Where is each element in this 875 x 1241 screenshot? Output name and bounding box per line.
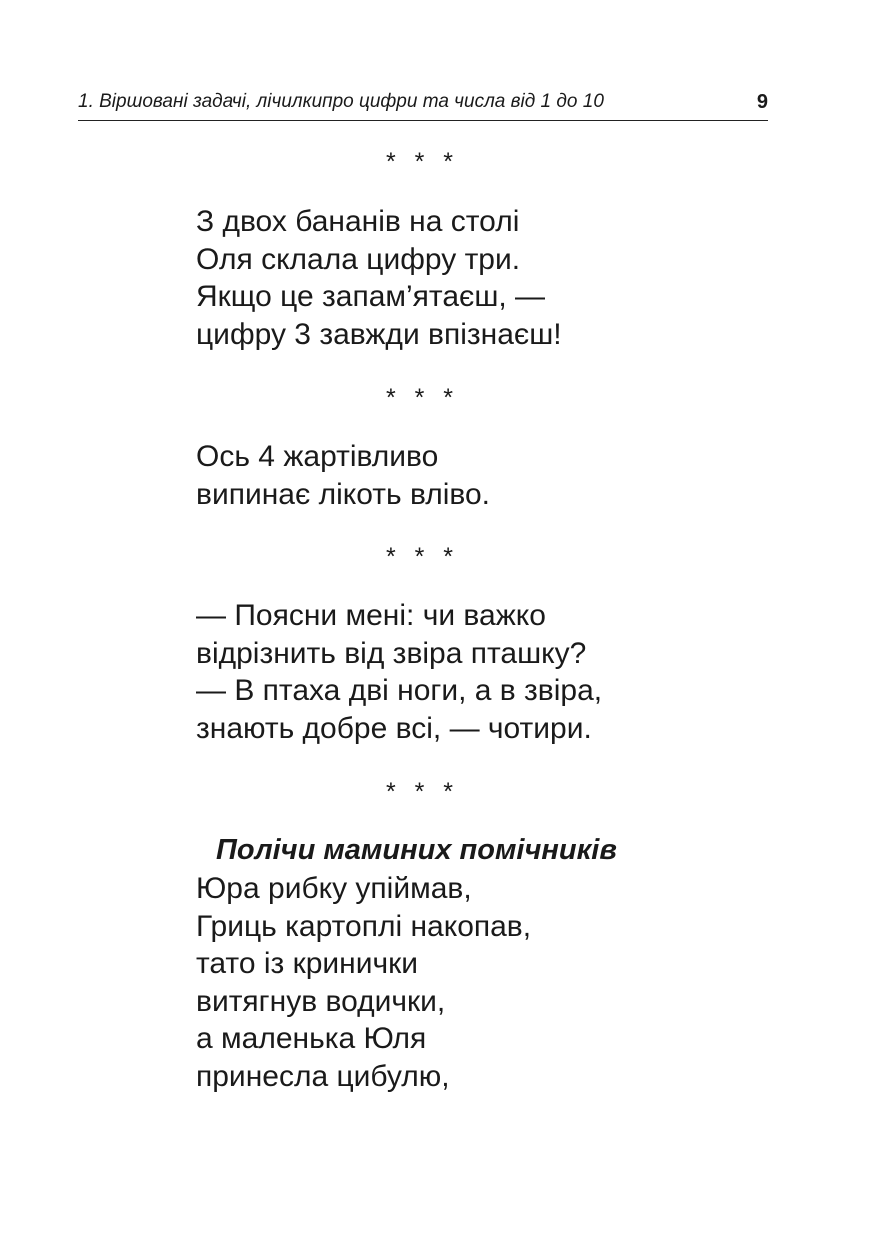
stanza-line: — Поясни мені: чи важко bbox=[196, 599, 546, 632]
poem-title: Полічи маминих помічників bbox=[216, 834, 617, 866]
poem-line: принесла цибулю, bbox=[196, 1059, 450, 1093]
poem-line: Гриць картоплі накопав, bbox=[196, 909, 532, 943]
page-header bbox=[78, 88, 768, 121]
stanza-line: цифру 3 завжди впізнаєш! bbox=[196, 317, 562, 351]
chapter-title: 1. Віршовані задачі, лічилкипро цифри та числа від 1 до 10 bbox=[78, 91, 604, 112]
page-number: 9 bbox=[756, 91, 768, 113]
stanza-separator: * * * bbox=[385, 778, 460, 806]
stanza-line: Оля склала цифру три. bbox=[196, 242, 521, 276]
stanza-separator: * * * bbox=[385, 384, 460, 412]
stanza-2 bbox=[196, 438, 490, 513]
poem-line: витягнув водички, bbox=[196, 984, 446, 1018]
stanza-3 bbox=[196, 597, 602, 747]
stanza-line: — В птаха дві ноги, а в звіра, bbox=[196, 674, 603, 707]
stanza-1 bbox=[196, 203, 562, 353]
poem-line: а маленька Юля bbox=[196, 1022, 427, 1055]
poem-line: тато із кринички bbox=[196, 947, 419, 980]
poem-line: Юра рибку упіймав, bbox=[196, 872, 472, 905]
stanza-line: Якщо це запам’ятаєш, — bbox=[196, 280, 546, 313]
stanza-line: відрізнить від звіра пташку? bbox=[196, 636, 587, 670]
stanza-separator: * * * bbox=[385, 543, 460, 571]
stanza-separator: * * * bbox=[385, 148, 460, 176]
stanza-line: Ось 4 жартівливо bbox=[196, 440, 439, 473]
stanza-line: знають добре всі, — чотири. bbox=[196, 711, 592, 745]
stanza-line: випинає лікоть вліво. bbox=[196, 477, 490, 511]
poem-body bbox=[196, 870, 531, 1095]
stanza-line: З двох бананів на столі bbox=[196, 205, 520, 238]
